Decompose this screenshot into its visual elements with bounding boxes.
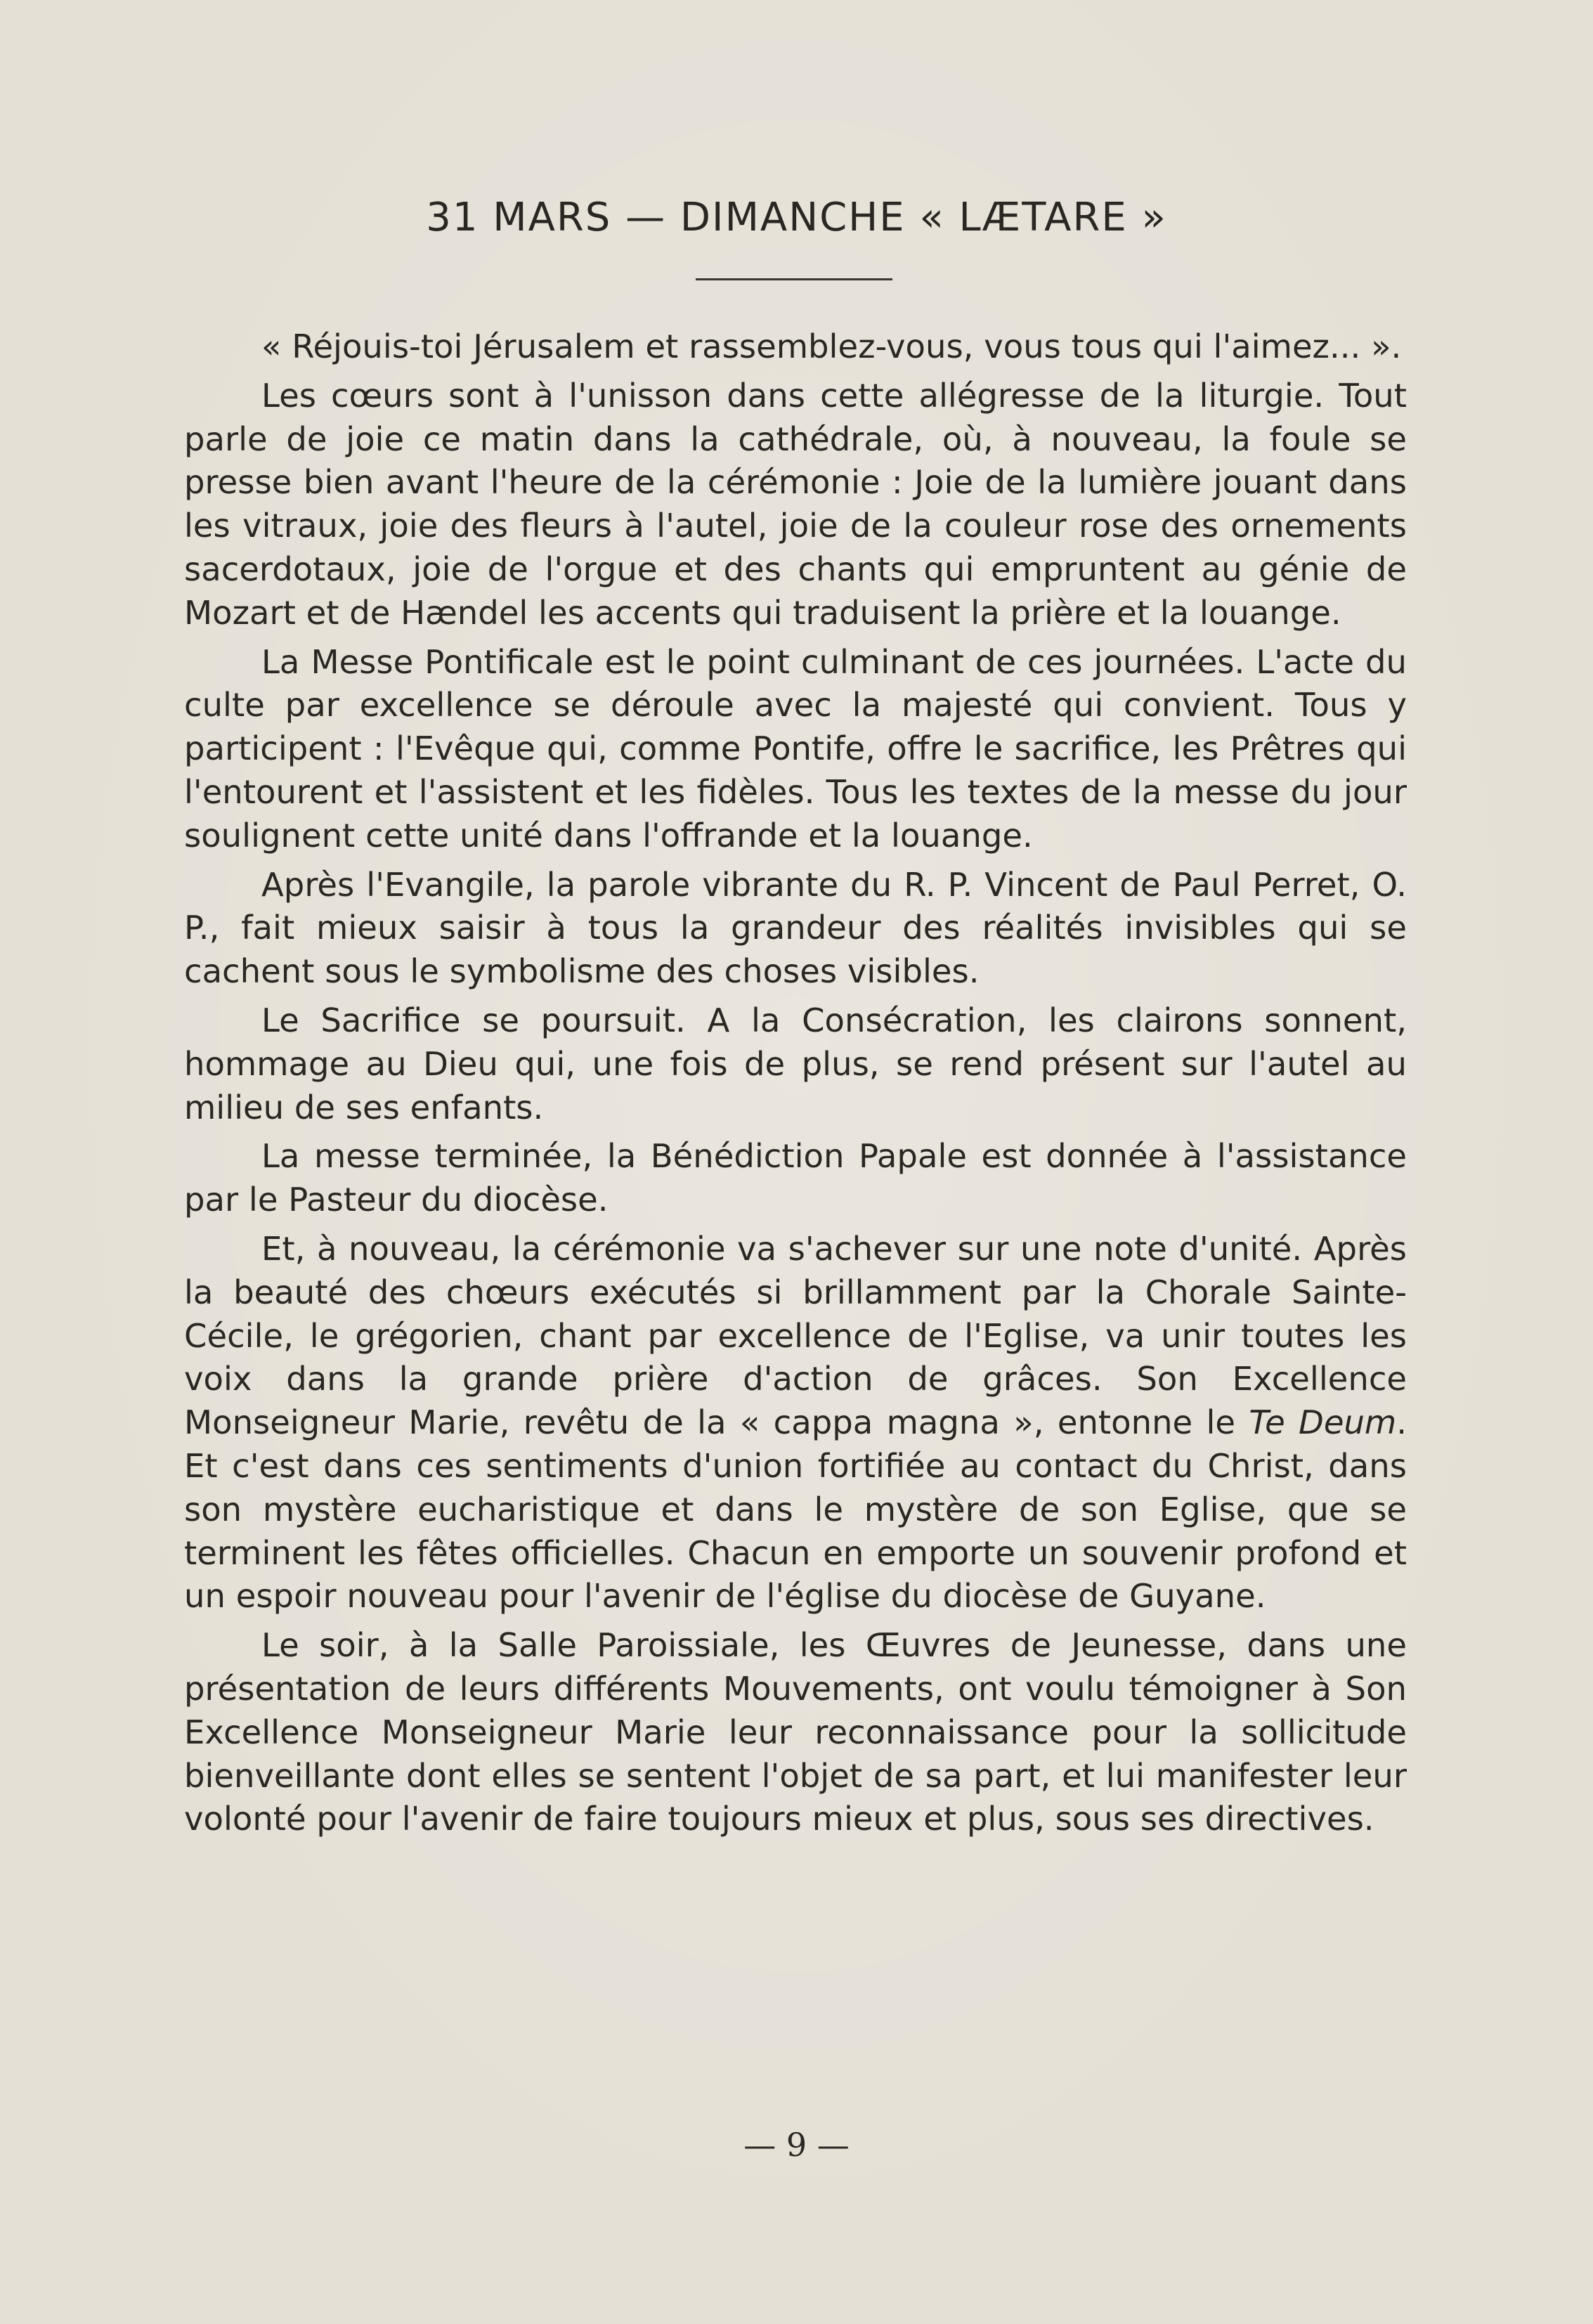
title-rule xyxy=(696,278,892,280)
page-number: — 9 — xyxy=(743,2126,850,2164)
paragraph-2: Les cœurs sont à l'unisson dans cette allégresse de la liturgie. Tout parle de joie ce matin dans la cathédrale, où, à nouveau, la foule se presse bien avant l'heure de la cérémonie : Joie de la lumière jouant dans les vitraux, joie des fleurs à l'autel, joie de la couleur rose des ornements sacerdotaux, joie de l'orgue et des chants qui empruntent au génie de Mozart et de Hændel les accents qui traduisent la prière et la louange. xyxy=(184,376,1407,632)
paragraph-4: Après l'Evangile, la parole vibrante du R. P. Vincent de Paul Perret, O. P., fait mieux saisir à tous la grandeur des réalités invisibles qui se cachent sous le symbolisme des choses visibles. xyxy=(184,865,1407,991)
paragraph-7-before: Et, à nouveau, la cérémonie va s'achever sur une note d'unité. Après la beauté des chœurs exécutés si brillamment par la Chorale Sainte-Cécile, le grégorien, chant par excellence de l'Eglise, va unir toutes les voix dans la grande prière d'action de grâces. Son Excellence Monseigneur Marie, revêtu de la « cappa magna », entonne le xyxy=(184,1229,1407,1442)
paragraph-7-after: . Et c'est dans ces sentiments d'union fortifiée au contact du Christ, dans son mystère eucharistique et dans le mystère de son Eglise, que se terminent les fêtes officielles. Chacun en emporte un souvenir profond et un espoir nouveau pour l'avenir de l'église du diocèse de Guyane. xyxy=(184,1403,1407,1616)
body-text xyxy=(184,325,1407,1847)
te-deum-italic: Te Deum xyxy=(1249,1403,1397,1442)
paragraph-7 xyxy=(184,1228,1407,1618)
paragraph-5: Le Sacrifice se poursuit. A la Consécration, les clairons sonnent, hommage au Dieu qui, une fois de plus, se rend présent sur l'autel au milieu de ses enfants. xyxy=(184,1001,1407,1127)
paragraph-1: « Réjouis-toi Jérusalem et rassemblez-vous, vous tous qui l'aimez... ». xyxy=(261,327,1402,365)
paragraph-6: La messe terminée, la Bénédiction Papale est donnée à l'assistance par le Pasteur du diocèse. xyxy=(184,1137,1407,1219)
paragraph-8: Le soir, à la Salle Paroissiale, les Œuvres de Jeunesse, dans une présentation de leurs différents Mouvements, ont voulu témoigner à Son Excellence Monseigneur Marie leur reconnaissance pour la sollicitude bienveillante dont elles se sentent l'objet de sa part, et lui manifester leur volonté pour l'avenir de faire toujours mieux et plus, sous ses directives. xyxy=(184,1626,1407,1838)
page-title: 31 MARS — DIMANCHE « LÆTARE » xyxy=(426,195,1167,240)
paragraph-3: La Messe Pontificale est le point culminant de ces journées. L'acte du culte par excellence se déroule avec la majesté qui convient. Tous y participent : l'Evêque qui, comme Pontife, offre le sacrifice, les Prêtres qui l'entourent et l'assistent et les fidèles. Tous les textes de la messe du jour soulignent cette unité dans l'offrande et la louange. xyxy=(184,642,1407,855)
